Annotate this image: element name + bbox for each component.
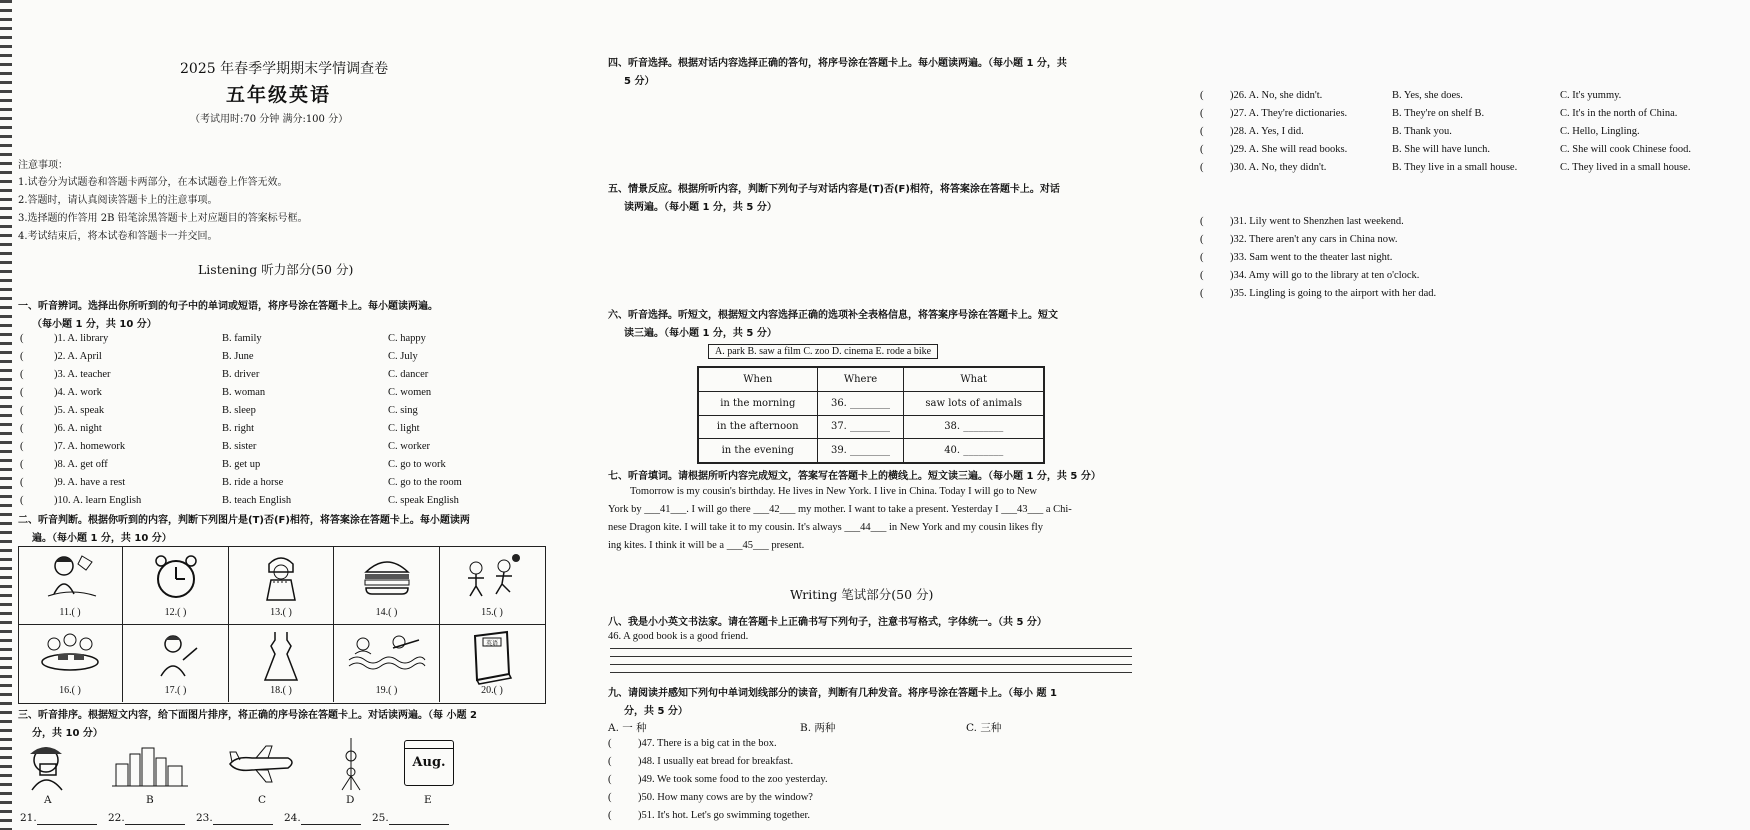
answer-bracket: ( <box>608 792 612 803</box>
picture-answer-label: 15.( ) <box>481 607 503 618</box>
blank-25: 25. <box>372 812 449 825</box>
section-4-score: 5 分） <box>624 76 655 87</box>
note-3: 3.选择题的作答用 2B 铅笔涂黑答题卡上对应题目的答案标号框。 <box>18 213 308 224</box>
copy-sentence: 46. A good book is a good friend. <box>608 631 749 642</box>
picture-cell-15 <box>440 546 544 624</box>
picture-answer-label: 20.( ) <box>481 685 503 696</box>
option-text: B. They live in a small house. <box>1392 162 1518 173</box>
picture-cell-16 <box>18 624 123 702</box>
section-3-instructions: 三、听音排序。根据短文内容，给下面图片排序，将正确的序号涂在答题卡上。对话读两遍。（每 小题 2 <box>18 710 477 721</box>
section-3-score: 分，共 10 分） <box>32 728 103 739</box>
table-cell-blank-39: 39. ________ <box>817 439 904 463</box>
section-5-instructions: 五、情景反应。根据所听内容，判断下列句子与对话内容是(T)否(F)相符，将答案涂在答题卡上。对话 <box>608 184 1060 195</box>
answer-bracket: ( <box>20 351 24 362</box>
sec1-row-7 <box>20 459 568 470</box>
option-text: )9. A. have a rest <box>54 477 126 488</box>
option-text: )32. There aren't any cars in China now. <box>1230 234 1398 245</box>
section-4-instructions: 四、听音选择。根据对话内容选择正确的答句，将序号涂在答题卡上。每小题读两遍。（每小题 1 分，共 <box>608 58 1067 69</box>
family-at-table-icon <box>38 630 102 679</box>
option-text: C. It's in the north of China. <box>1560 108 1678 119</box>
section-6-options-box: A. park B. saw a film C. zoo D. cinema E. rode a bike <box>708 344 938 359</box>
sec4-row-1 <box>1200 108 1750 119</box>
option-text: C. speak English <box>388 495 459 506</box>
sec9-option-c: C. 三种 <box>966 722 1002 734</box>
section-9-score: 分，共 5 分） <box>624 706 688 717</box>
writing-line <box>610 656 1132 657</box>
table-cell-blank-37: 37. ________ <box>817 415 904 439</box>
table-cell-blank-36: 36. ________ <box>817 391 904 415</box>
sec5-row-3 <box>1200 270 1650 281</box>
section-5-score: 读两遍。（每小题 1 分，共 5 分） <box>624 202 777 213</box>
option-text: C. happy <box>388 333 426 344</box>
sec1-row-8 <box>20 477 568 488</box>
teacher-icon <box>151 630 201 683</box>
picture-answer-label: 16.( ) <box>59 685 81 696</box>
section-9-instructions: 九、请阅读并感知下列句中单词划线部分的读音，判断有几种发音。将序号涂在答题卡上。（每小 题 1 <box>608 688 1057 699</box>
option-text: C. They lived in a small house. <box>1560 162 1691 173</box>
blank-22: 22. <box>108 812 185 825</box>
picture-answer-label: 14.( ) <box>375 607 398 618</box>
table-cell: in the evening <box>699 439 818 463</box>
answer-bracket: ( <box>608 810 612 821</box>
answer-bracket: ( <box>20 423 24 434</box>
girl-in-winter-clothes-icon <box>261 552 301 605</box>
section-8-instructions: 八、我是小小英文书法家。请在答题卡上正确书写下列句子，注意书写格式，字体统一。（共 5 分） <box>608 617 1047 628</box>
option-text: B. teach English <box>222 495 292 506</box>
option-text: )3. A. teacher <box>54 369 111 380</box>
answer-bracket: ( <box>20 441 24 452</box>
sec1-row-3 <box>20 387 568 398</box>
option-text: B. Yes, she does. <box>1392 90 1463 101</box>
city-skyline-icon <box>112 744 188 788</box>
answer-bracket: ( <box>20 459 24 470</box>
table-cell-blank-38: 38. ________ <box>904 415 1044 439</box>
option-text: )28. A. Yes, I did. <box>1230 126 1304 137</box>
option-text: )7. A. homework <box>54 441 126 452</box>
writing-header: Writing 笔试部分(50 分) <box>790 587 934 602</box>
answer-bracket: ( <box>1200 162 1204 173</box>
section-2-instructions: 二、听音判断。根据你听到的内容，判断下列图片是(T)否(F)相符，将答案涂在答题卡上。每小题读两 <box>18 515 470 526</box>
option-text: C. worker <box>388 441 430 452</box>
kids-playing-football-icon <box>462 552 522 601</box>
answer-bracket: ( <box>608 756 612 767</box>
swimming-icon <box>349 630 425 673</box>
option-text: B. June <box>222 351 254 362</box>
picture-answer-label: 18.( ) <box>270 685 292 696</box>
letter-b: B <box>146 794 154 806</box>
subject-title: 五年级英语 <box>226 84 332 106</box>
option-text: )4. A. work <box>54 387 102 398</box>
option-text: )31. Lily went to Shenzhen last weekend. <box>1230 216 1404 227</box>
option-text: B. They're on shelf B. <box>1392 108 1485 119</box>
section-6-score: 读三遍。（每小题 1 分，共 5 分） <box>624 328 777 339</box>
time-info: （考试用时:70 分钟 满分:100 分） <box>190 114 349 125</box>
hamburger-icon <box>360 552 414 599</box>
picture-answer-label: 12.( ) <box>164 607 187 618</box>
option-text: B. right <box>222 423 255 434</box>
option-text: C. dancer <box>388 369 429 380</box>
sec1-row-2 <box>20 369 568 380</box>
picture-answer-label: 13.( ) <box>270 607 292 618</box>
option-text: )34. Amy will go to the library at ten o'clock. <box>1230 270 1420 281</box>
option-text: B. sleep <box>222 405 256 416</box>
option-text: )35. Lingling is going to the airport with her dad. <box>1230 288 1437 299</box>
answer-bracket: ( <box>20 369 24 380</box>
sec1-row-0 <box>20 333 568 344</box>
picture-cell-17 <box>124 624 229 702</box>
passage-line-4: ing kites. I think it will be a ___45___ present. <box>608 540 805 551</box>
table-header-when: When <box>699 368 818 392</box>
answer-bracket: ( <box>1200 234 1204 245</box>
option-text: )29. A. She will read books. <box>1230 144 1348 155</box>
option-text: B. woman <box>222 387 266 398</box>
notes-title: 注意事项： <box>18 160 68 171</box>
option-text: )6. A. night <box>54 423 102 434</box>
sec1-row-5 <box>20 423 568 434</box>
answer-bracket: ( <box>1200 216 1204 227</box>
picture-answer-label: 19.( ) <box>375 685 398 696</box>
option-text: )51. It's hot. Let's go swimming together. <box>638 810 811 821</box>
blank-23: 23. <box>196 812 273 825</box>
picture-cell-20 <box>440 624 544 702</box>
girl-flying-kite-icon <box>42 552 98 601</box>
picture-answer-label: 17.( ) <box>164 685 187 696</box>
picture-cell-18 <box>229 624 334 702</box>
sec9-row-2 <box>608 774 1058 785</box>
option-text: )30. A. No, they didn't. <box>1230 162 1327 173</box>
option-text: C. It's yummy. <box>1560 90 1622 101</box>
answer-bracket: ( <box>1200 288 1204 299</box>
option-text: C. July <box>388 351 418 362</box>
passage-line-2: York by ___41___. I will go there ___42___ my mother. I want to take a present. Yesterday I ___43___ a Chi- <box>608 504 1072 515</box>
letter-d: D <box>346 794 355 806</box>
section-2-score: 遍。（每小题 1 分，共 10 分） <box>32 533 172 544</box>
option-text: )48. I usually eat bread for breakfast. <box>638 756 794 767</box>
sec9-row-1 <box>608 756 1058 767</box>
sec4-row-2 <box>1200 126 1750 137</box>
answer-bracket: ( <box>1200 252 1204 263</box>
answer-bracket: ( <box>20 387 24 398</box>
sec4-row-0 <box>1200 90 1750 101</box>
sec4-row-4 <box>1200 162 1750 173</box>
answer-bracket: ( <box>20 333 24 344</box>
answer-bracket: ( <box>608 738 612 749</box>
picture-cell-11 <box>18 546 123 624</box>
passage-line-3: nese Dragon kite. I will take it to my cousin. It's always ___44___ in New York and my cousin likes fly <box>608 522 1043 533</box>
picture-cell-12 <box>124 546 229 624</box>
exam-title: 2025 年春季学期期末学情调查卷 <box>180 61 389 77</box>
table-cell: saw lots of animals <box>904 391 1044 415</box>
sec9-option-b: B. 两种 <box>800 722 836 734</box>
table-cell-blank-40: 40. ________ <box>904 439 1044 463</box>
table-header-what: What <box>904 368 1044 392</box>
sec1-row-1 <box>20 351 568 362</box>
table-cell: in the morning <box>699 391 818 415</box>
answer-bracket: ( <box>20 495 24 506</box>
sec1-row-4 <box>20 405 568 416</box>
answer-bracket: ( <box>20 405 24 416</box>
writing-line <box>610 664 1132 665</box>
option-text: C. go to the room <box>388 477 462 488</box>
binding-edge <box>0 0 12 830</box>
table-header-where: Where <box>817 368 904 392</box>
sec5-row-2 <box>1200 252 1650 263</box>
passage-line-1: Tomorrow is my cousin's birthday. He lives in New York. I live in China. Today I will go to New <box>630 486 1037 497</box>
left-page <box>0 0 592 830</box>
answer-bracket: ( <box>608 774 612 785</box>
picture-cell-19 <box>335 624 440 702</box>
sec5-row-4 <box>1200 288 1650 299</box>
picture-answer-label: 11.( ) <box>59 607 81 618</box>
answer-bracket: ( <box>1200 108 1204 119</box>
option-text: B. ride a horse <box>222 477 284 488</box>
listening-header: Listening 听力部分(50 分) <box>198 262 354 277</box>
note-4: 4.考试结束后，将本试卷和答题卡一并交回。 <box>18 231 218 242</box>
writing-line <box>610 672 1132 673</box>
note-2: 2.答题时，请认真阅读答题卡上的注意事项。 <box>18 195 218 206</box>
option-text: B. sister <box>222 441 257 452</box>
option-text: B. She will have lunch. <box>1392 144 1490 155</box>
answer-bracket: ( <box>1200 90 1204 101</box>
option-text: )1. A. library <box>54 333 109 344</box>
option-text: )8. A. get off <box>54 459 108 470</box>
sec9-row-0 <box>608 738 1058 749</box>
option-text: B. Thank you. <box>1392 126 1452 137</box>
section-7-instructions: 七、听音填词。请根据所听内容完成短文，答案写在答题卡上的横线上。短文读三遍。（每小题 1 分，共 5 分） <box>608 471 1101 482</box>
table-cell: in the afternoon <box>699 415 818 439</box>
option-text: )33. Sam went to the theater last night. <box>1230 252 1393 263</box>
calendar-month: Aug. <box>412 755 446 770</box>
answer-bracket: ( <box>1200 270 1204 281</box>
option-text: C. light <box>388 423 420 434</box>
writing-line <box>610 648 1132 649</box>
sec1-row-9 <box>20 495 568 506</box>
option-text: C. women <box>388 387 432 398</box>
blank-24: 24. <box>284 812 361 825</box>
option-text: )10. A. learn English <box>54 495 142 506</box>
picture-cell-13 <box>229 546 334 624</box>
blank-21: 21. <box>20 812 97 825</box>
picture-cell-14 <box>335 546 440 624</box>
letter-c: C <box>258 794 267 806</box>
option-text: B. family <box>222 333 262 344</box>
sec9-option-a: A. 一 种 <box>608 722 647 734</box>
option-text: C. She will cook Chinese food. <box>1560 144 1691 155</box>
answer-bracket: ( <box>20 477 24 488</box>
option-text: C. Hello, Lingling. <box>1560 126 1640 137</box>
book-icon <box>469 630 515 687</box>
calendar-icon <box>404 740 454 786</box>
note-1: 1.试卷分为试题卷和答题卡两部分，在本试题卷上作答无效。 <box>18 177 288 188</box>
svg-text:英语: 英语 <box>485 640 499 647</box>
option-text: C. go to work <box>388 459 446 470</box>
dress-icon <box>261 630 301 685</box>
activity-table <box>697 366 1045 464</box>
option-text: )5. A. speak <box>54 405 105 416</box>
letter-a: A <box>44 794 52 806</box>
option-text: C. sing <box>388 405 418 416</box>
letter-e: E <box>424 794 432 806</box>
section-1-instructions: 一、听音辨词。选择出你所听到的句子中的单词或短语，将序号涂在答题卡上。每小题读两遍。 <box>18 301 438 312</box>
option-text: )47. There is a big cat in the box. <box>638 738 777 749</box>
section-1-score: （每小题 1 分，共 10 分） <box>32 319 157 330</box>
option-text: )27. A. They're dictionaries. <box>1230 108 1348 119</box>
option-text: )49. We took some food to the zoo yesterday. <box>638 774 828 785</box>
airplane-icon <box>226 744 298 784</box>
sec9-row-4 <box>608 810 1058 821</box>
sec1-row-6 <box>20 441 568 452</box>
answer-bracket: ( <box>1200 126 1204 137</box>
option-text: B. driver <box>222 369 260 380</box>
option-text: )26. A. No, she didn't. <box>1230 90 1323 101</box>
option-text: )2. A. April <box>54 351 102 362</box>
answer-bracket: ( <box>1200 144 1204 155</box>
alarm-clock-icon <box>151 552 201 605</box>
section-6-instructions: 六、听音选择。听短文，根据短文内容选择正确的选项补全表格信息，将答案序号涂在答题卡上。短文 <box>608 310 1058 321</box>
tower-icon <box>336 738 366 790</box>
sec9-row-3 <box>608 792 1058 803</box>
sec5-row-1 <box>1200 234 1650 245</box>
boy-with-camera-icon <box>20 742 76 792</box>
sec4-row-3 <box>1200 144 1750 155</box>
sec5-row-0 <box>1200 216 1650 227</box>
option-text: B. get up <box>222 459 261 470</box>
option-text: )50. How many cows are by the window? <box>638 792 813 803</box>
